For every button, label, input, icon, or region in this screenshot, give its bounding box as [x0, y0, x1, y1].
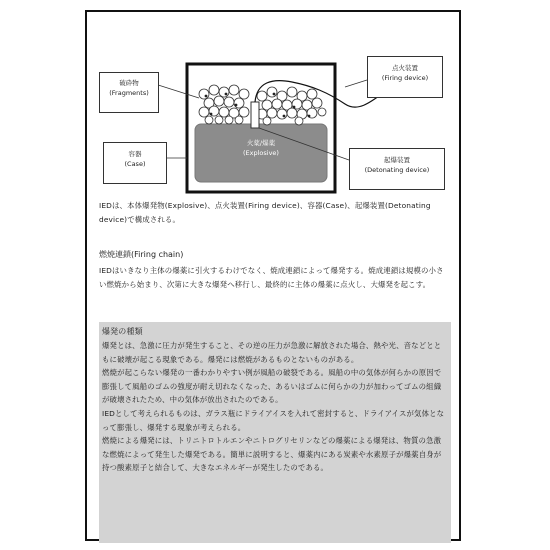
explosion-paragraph: 燃焼が起こらない爆発の一番わかりやすい例が風船の破裂である。風船の中の気体が何らかの原因で膨張して風船のゴムの強度が耐え切れなくなった、あるいはゴムに何らかの力が加わってゴムの組織が破壊されたため、中の気体が放出されたのである。 — [102, 368, 442, 405]
label-case-jp: 容器 — [128, 150, 142, 158]
explosion-types-heading: 爆発の種類 — [102, 327, 143, 336]
explosion-paragraph: IEDとして考えられるものは、ガラス瓶にドライアイスを入れて密封すると、ドライアイスが気体となって膨張し、爆発する現象が考えられる。 — [102, 408, 445, 432]
label-fragments — [99, 72, 159, 113]
label-detonating-jp: 起爆装置 — [384, 156, 410, 164]
label-firing-device — [367, 56, 443, 98]
label-case — [103, 142, 167, 184]
label-detonating-en: (Detonating device) — [364, 166, 430, 174]
label-explosive — [227, 138, 295, 158]
detonator — [251, 102, 259, 128]
leader-firing — [345, 80, 367, 87]
firing-chain-heading: 燃焼連鎖(Firing chain) — [99, 250, 184, 259]
label-fragments-jp: 破砕物 — [119, 79, 139, 87]
intro-paragraph: IEDは、本体爆発物(Explosive)、点火装置(Firing device)、容器(Case)、起爆装置(Detonating device)で構成される。 — [99, 201, 431, 224]
label-detonating-device — [349, 148, 445, 190]
label-case-en: (Case) — [124, 160, 146, 168]
explosion-paragraph: 燃焼による爆発には、トリニトロトルエンやニトログリセリンなどの爆薬による爆発は、物質の急激な燃焼によって発生した爆発である。簡単に説明すると、爆薬内にある炭素や水素原子が爆薬自身が持つ酸素原子と結合して、大きなエネルギーが発生したのである。 — [102, 436, 442, 473]
firing-chain-body: IEDはいきなり主体の爆薬に引火するわけでなく、焼成連鎖によって爆発する。焼成連鎖は規模の小さい燃焼から始まり、次第に大きな爆発へ移行し、最終的に主体の爆薬に点火し、大爆発を起こす。 — [99, 266, 444, 289]
label-fragments-en: (Fragments) — [109, 89, 149, 97]
label-firing-en: (Firing device) — [381, 74, 429, 82]
label-explosive-jp: 火薬/爆薬 — [246, 139, 276, 147]
page-frame — [85, 10, 461, 541]
explosion-paragraph: 爆発とは、急激に圧力が発生すること、その逆の圧力が急激に解放された場合、熱や光、音などとともに破壊が起こる現象である。爆発には燃焼があるものとないものがある。 — [102, 341, 442, 364]
label-explosive-en: (Explosive) — [243, 149, 279, 157]
explosion-types-section — [99, 322, 451, 543]
label-firing-jp: 点火装置 — [392, 64, 418, 72]
